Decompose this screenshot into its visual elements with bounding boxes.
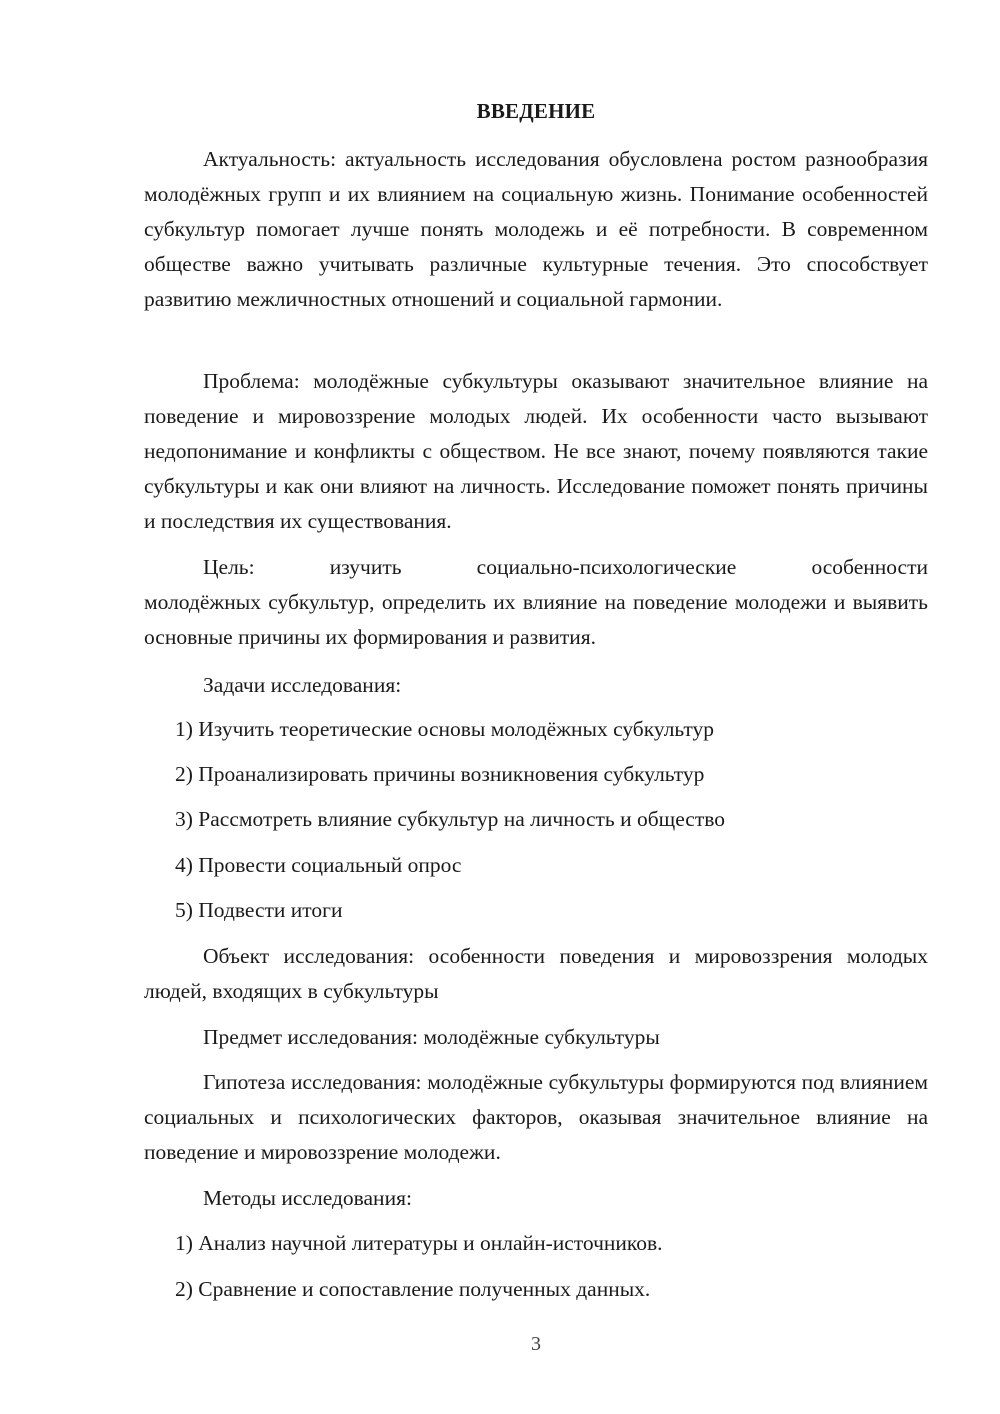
object-paragraph: Объект исследования: особенности поведения и мировоззрения молодых людей, входящих в субкультуры: [144, 944, 928, 1003]
goal-first-line: Цель: изучить социально-психологические особенности: [203, 555, 928, 579]
page-number: 3: [531, 1333, 541, 1355]
method-item: 1) Анализ научной литературы и онлайн-источников.: [175, 1231, 663, 1255]
task-item: 1) Изучить теоретические основы молодёжных субкультур: [175, 717, 715, 741]
goal-paragraph-rest: молодёжных субкультур, определить их влияние на поведение молодежи и выявить основные причины их формирования и развития.: [144, 590, 928, 649]
subject-paragraph: Предмет исследования: молодёжные субкультуры: [203, 1025, 660, 1049]
tasks-heading: Задачи исследования:: [203, 673, 402, 697]
page-title: ВВЕДЕНИЕ: [476, 99, 596, 123]
methods-heading: Методы исследования:: [203, 1186, 412, 1210]
method-item: 2) Сравнение и сопоставление полученных данных.: [175, 1277, 651, 1301]
hypothesis-paragraph: Гипотеза исследования: молодёжные субкультуры формируются под влиянием социальных и психологических факторов, оказывая значительное влияние на поведение и мировоззрение молодежи.: [144, 1070, 928, 1164]
task-item: 5) Подвести итоги: [175, 898, 343, 922]
task-item: 3) Рассмотреть влияние субкультур на личность и общество: [175, 807, 725, 831]
relevance-paragraph: Актуальность: актуальность исследования обусловлена ростом разнообразия молодёжных групп и их влиянием на социальную жизнь. Понимание особенностей субкультур помогает лучше понять молодежь и её потребности. В современном обществе важно учитывать различные культурные течения. Это способствует развитию межличностных отношений и социальной гармонии.: [144, 147, 928, 311]
task-item: 2) Проанализировать причины возникновения субкультур: [175, 762, 705, 786]
task-item: 4) Провести социальный опрос: [175, 853, 462, 877]
problem-paragraph: Проблема: молодёжные субкультуры оказывают значительное влияние на поведение и мировоззрение молодых людей. Их особенности часто вызывают недопонимание и конфликты с обществом. Не все знают, почему появляются такие субкультуры и как они влияют на личность. Исследование поможет понять причины и последствия их существования.: [144, 369, 928, 533]
